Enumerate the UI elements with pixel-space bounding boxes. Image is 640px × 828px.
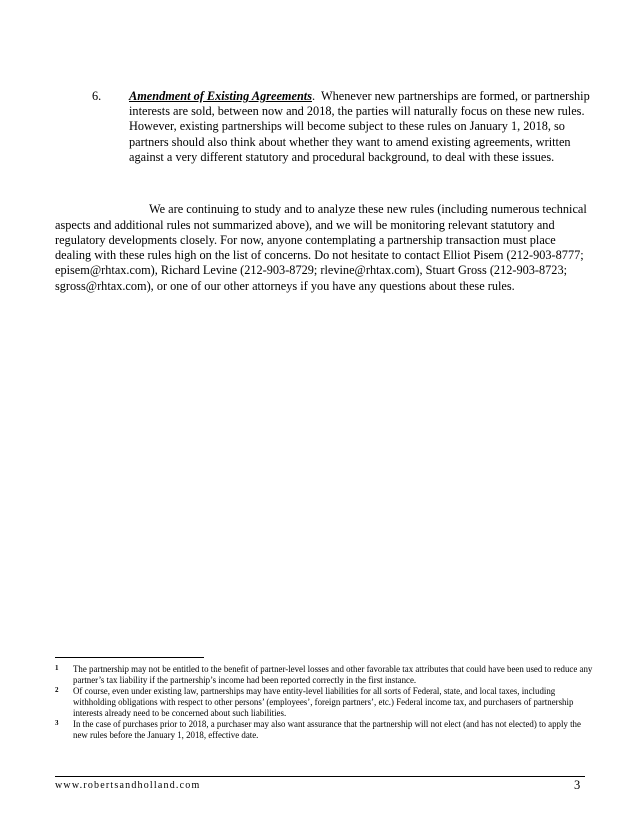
footnote [55, 664, 595, 686]
footnote-separator [55, 657, 204, 658]
item-title-punct: . [312, 89, 316, 103]
footnote-mark: 2 [55, 686, 59, 694]
footnote-text: The partnership may not be entitled to the benefit of partner-level losses and other favorable tax attributes that could have been used to reduce any partner’s tax liability if the partnership’s income had been reported correctly in the first instance. [73, 664, 593, 685]
footnote-text: Of course, even under existing law, partnerships may have entity-level liabilities for all sorts of Federal, state, and local taxes, including withholding obligations with respect to other persons’ (employees’, foreign partners’, etc.) Federal income tax, and purchasers of partnership interests already need to be concerned about such liabilities. [73, 686, 574, 718]
footer-separator [55, 776, 585, 777]
footnotes [55, 664, 595, 741]
item-body [129, 89, 592, 165]
footer-url-link[interactable]: www.robertsandholland.com [55, 780, 201, 791]
footnote-mark: 3 [55, 719, 59, 727]
page-number: 3 [574, 778, 581, 792]
footnote [55, 686, 595, 719]
footnote-text: In the case of purchases prior to 2018, a purchaser may also want assurance that the partnership will not elect (and has not elected) to apply the new rules before the January 1, 2018, effective date. [73, 719, 581, 740]
footnote-mark: 1 [55, 664, 59, 672]
footnote [55, 719, 595, 741]
item-text: Whenever new partnerships are formed, or partnership interests are sold, between now and 2018, the parties will naturally focus on these new rules. However, existing partnerships will become subject to these rules on January 1, 2018, so partners should also think about whether they want to amend existing agreements, written against a very different statutory and procedural background, to deal with these issues. [129, 89, 590, 164]
closing-paragraph: We are continuing to study and to analyze these new rules (including numerous technical aspects and additional rules not summarized above), and we will be monitoring relevant statutory and regulatory developments closely. For now, anyone contemplating a partnership transaction must place dealing with these rules high on the list of concerns. Do not hesitate to contact Elliot Pisem (212-903-8777; episem@rhtax.com), Richard Levine (212-903-8729; rlevine@rhtax.com), Stuart Gross (212-903-8723; sgross@rhtax.com), or one of our other attorneys if you have any questions about these rules. [55, 202, 587, 293]
item-number: 6. [92, 89, 102, 103]
item-title: Amendment of Existing Agreements [129, 89, 312, 103]
